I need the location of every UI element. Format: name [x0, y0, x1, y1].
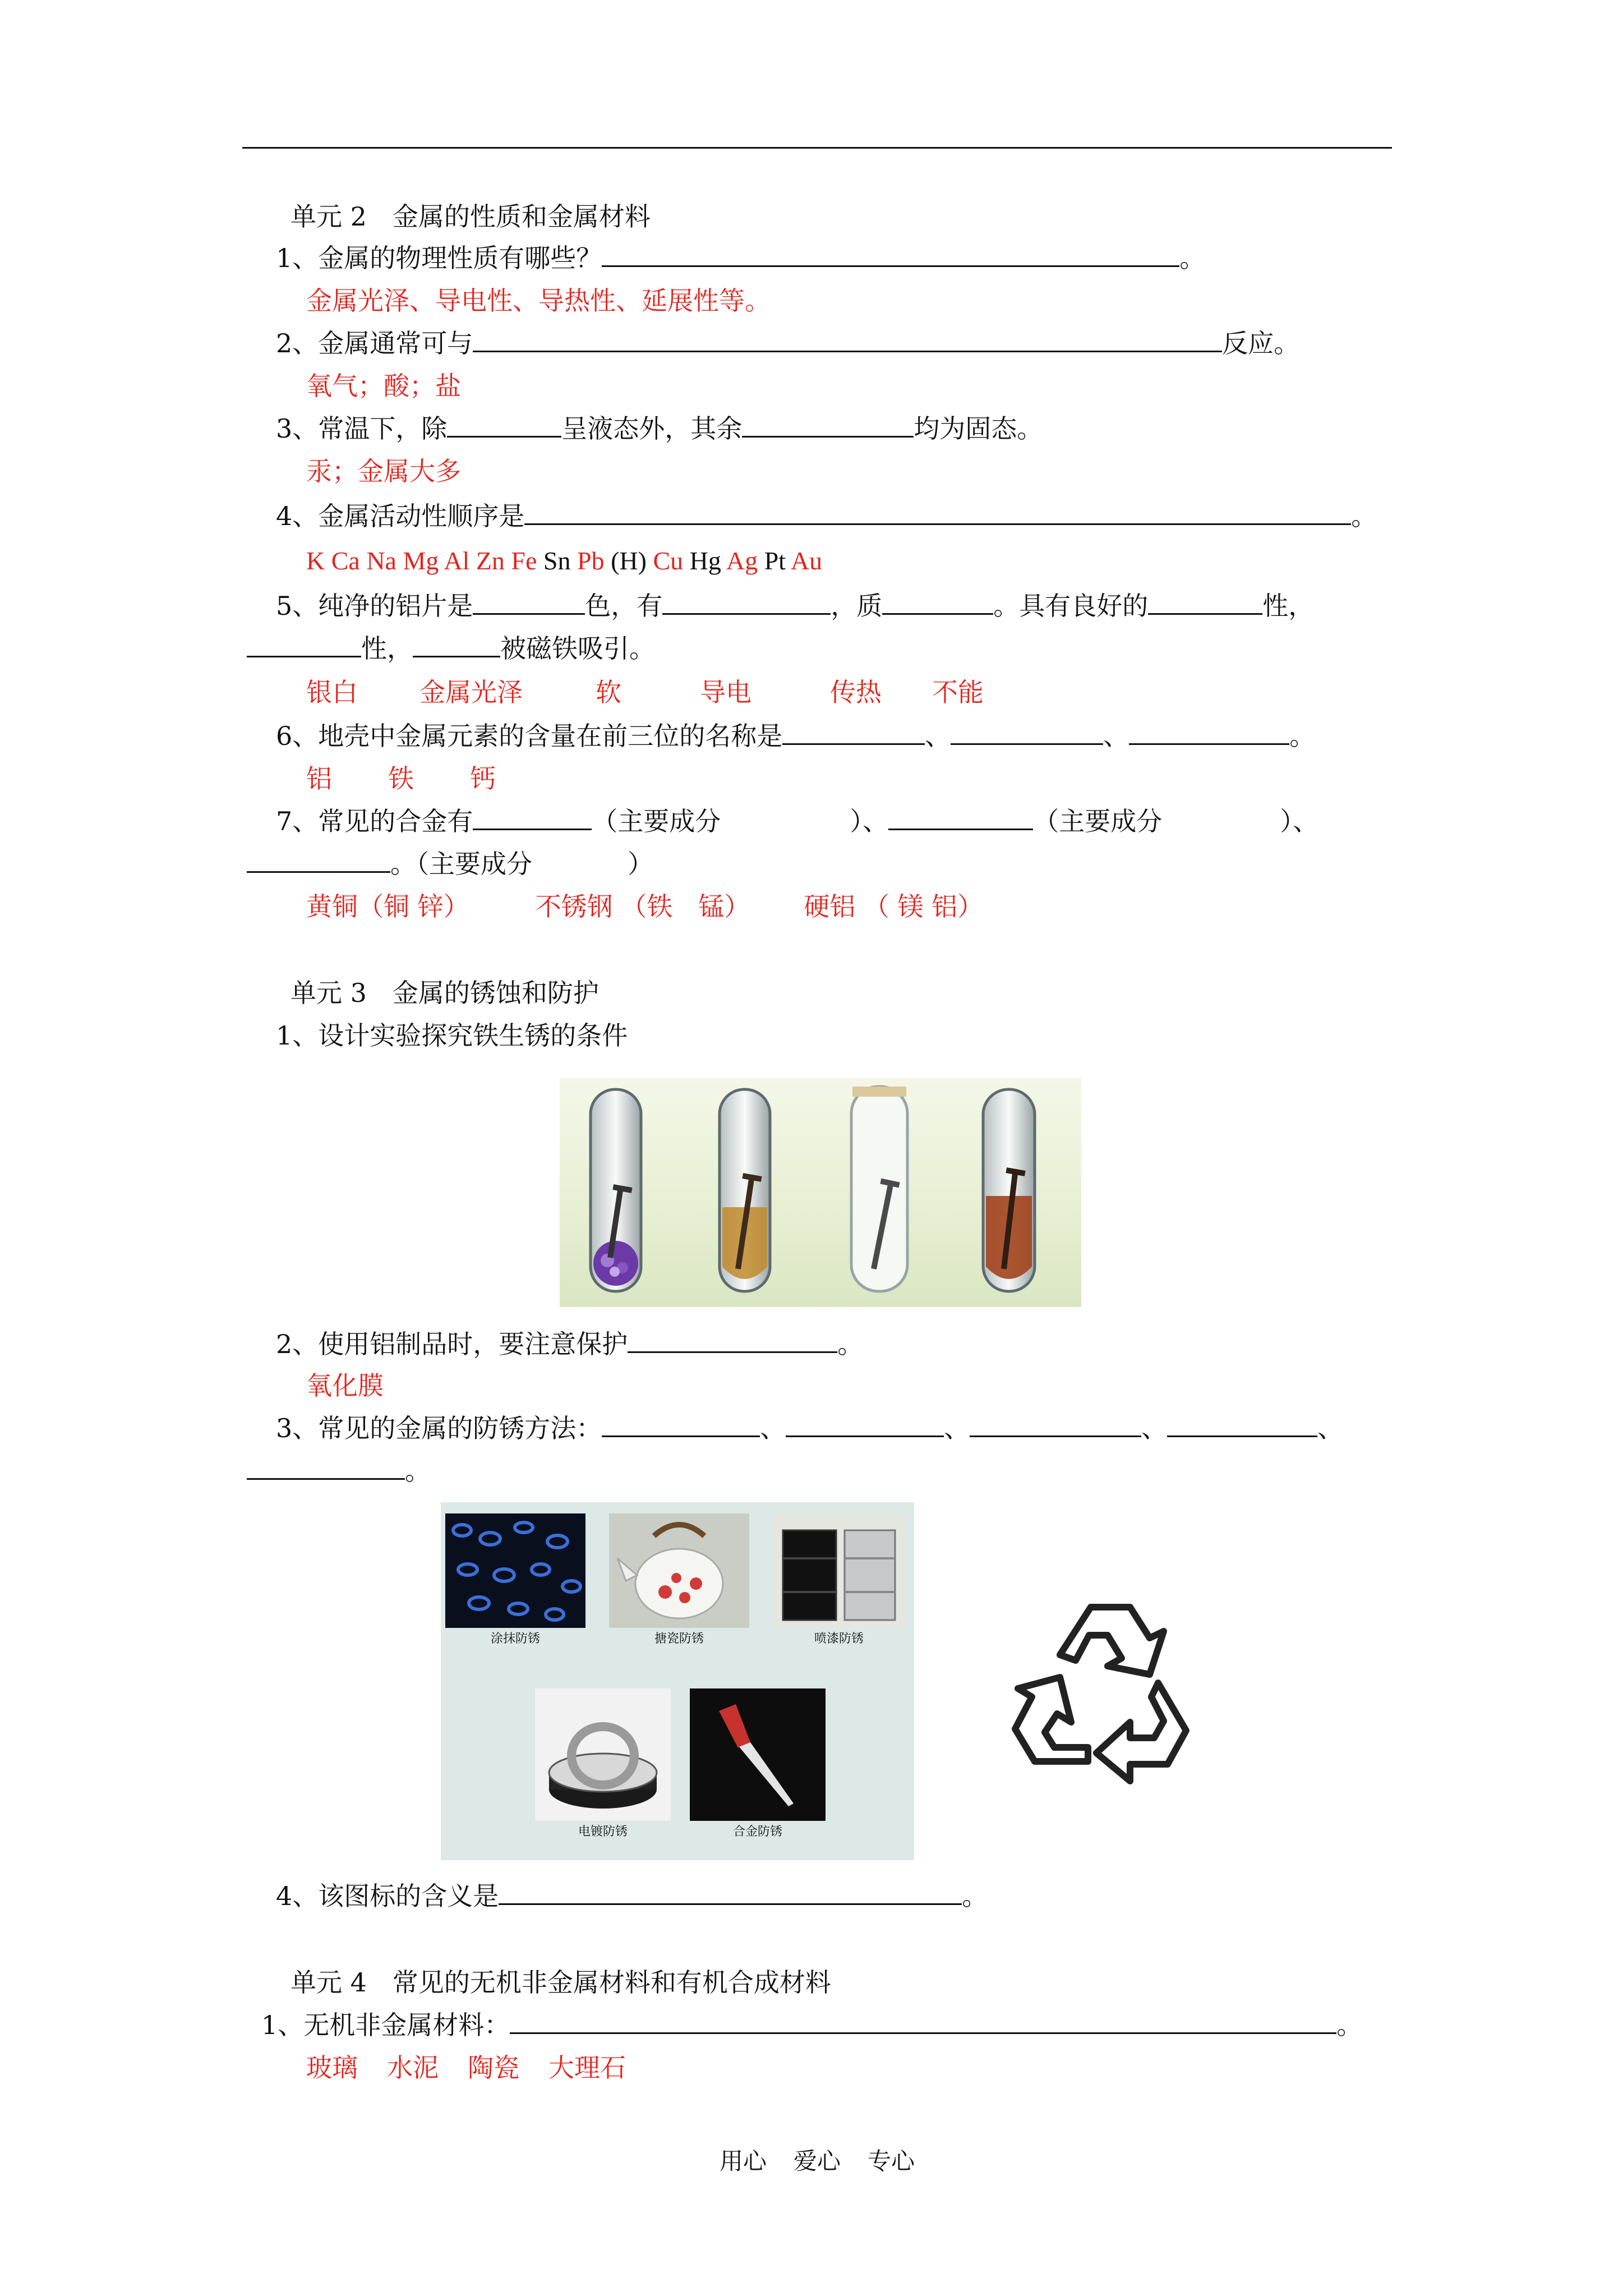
answer-blank[interactable] [499, 1881, 962, 1905]
unit3-question-1: 1、设计实验探究铁生锈的条件 [276, 1020, 628, 1051]
rust-experiment-image [560, 1078, 1081, 1307]
footer-item: 用心 [720, 2147, 767, 2175]
answer-blank[interactable] [628, 1329, 837, 1353]
activity-series-8: Au [790, 546, 823, 575]
answer-blank[interactable] [473, 328, 1222, 352]
unit3-title: 单元 3 金属的锈蚀和防护 [291, 978, 599, 1008]
activity-series-2: Pb [577, 546, 605, 575]
answer-blank[interactable] [782, 721, 925, 745]
answer-blank[interactable] [1129, 721, 1289, 745]
unit3-question-3-cont: 。 [247, 1453, 431, 1489]
answer-7: 黄铜（铜 锌） 不锈钢 （铁 锰） 硬铝 （ 镁 铝） [306, 891, 984, 922]
enamel-kettle-photo [609, 1513, 749, 1628]
rust-protection-collage [441, 1502, 914, 1860]
footer-item: 爱心 [794, 2147, 841, 2175]
activity-series-6: Ag [726, 546, 758, 575]
activity-series-7: Pt [758, 546, 791, 575]
answer-blank[interactable] [786, 1413, 944, 1437]
unit3-question-4: 4、该图标的含义是 。 [276, 1881, 988, 1911]
unit4-question-1: 1、无机非金属材料： 。 [261, 2010, 1363, 2040]
activity-series-1: Sn [537, 546, 578, 575]
method-label-enamel: 搪瓷防锈 [654, 1632, 704, 1646]
answer-blank[interactable] [473, 591, 585, 615]
answer-2: 氧气；酸；盐 [306, 371, 461, 401]
question-4: 4、金属活动性顺序是 。 [276, 501, 1377, 531]
unit3-question-2: 2、使用铝制品时，要注意保护 。 [276, 1329, 864, 1359]
answer-blank[interactable] [662, 591, 831, 615]
question-3: 3、常温下，除 呈液态外，其余 均为固态。 [276, 413, 1043, 444]
answer-blank[interactable] [1167, 1413, 1317, 1437]
question-6: 6、地壳中金属元素的含量在前三位的名称是 、 、 。 [276, 721, 1316, 751]
question-7: 7、常见的合金有 （主要成分 ）、 （主要成分 ）、 [276, 806, 1319, 836]
method-label-alloy: 合金防锈 [732, 1825, 782, 1839]
question-2: 2、金属通常可与 反应。 [276, 328, 1300, 358]
unit4-title: 单元 4 常见的无机非金属材料和有机合成材料 [291, 1967, 831, 1998]
answer-blank[interactable] [1148, 591, 1262, 615]
answer-5: 银白 金属光泽 软 导电 传热 不能 [306, 677, 984, 707]
answer-blank[interactable] [510, 2010, 1336, 2034]
answer-blank[interactable] [247, 1456, 405, 1480]
coating-photo [445, 1513, 585, 1628]
header-rule [242, 147, 1392, 149]
activity-series-3: (H) [604, 546, 653, 575]
activity-series-4: Cu [653, 546, 684, 575]
recycle-icon [993, 1582, 1206, 1789]
footer-item: 专心 [868, 2147, 915, 2175]
answer-blank[interactable] [247, 633, 361, 657]
question-7-cont: 。（主要成分 ） [247, 846, 653, 882]
question-5: 5、纯净的铝片是 色，有 ，质 。具有良好的 性， [276, 591, 1315, 621]
answer-6: 铝 铁 钙 [306, 763, 496, 794]
answer-blank[interactable] [524, 501, 1351, 525]
page-footer [720, 2143, 942, 2177]
question-5-cont: 性， 被磁铁吸引。 [247, 631, 655, 666]
unit4-answer-1: 玻璃 水泥 陶瓷 大理石 [306, 2053, 626, 2083]
unit2-title: 单元 2 金属的性质和金属材料 [291, 201, 651, 232]
answer-blank[interactable] [473, 806, 592, 830]
plated-ring-photo [535, 1688, 671, 1821]
answer-blank[interactable] [413, 633, 500, 657]
activity-series-5: Hg [683, 546, 726, 575]
answer-blank[interactable] [447, 413, 561, 438]
paint-drums-photo [772, 1513, 906, 1628]
answer-blank[interactable] [951, 721, 1103, 745]
method-label-plating: 电镀防锈 [578, 1825, 628, 1839]
answer-blank[interactable] [602, 243, 1179, 267]
question-1: 1、金属的物理性质有哪些？ 。 [276, 243, 1206, 273]
answer-3: 汞；金属大多 [306, 456, 461, 486]
method-label-paint: 喷漆防锈 [814, 1632, 864, 1646]
answer-blank[interactable] [888, 806, 1033, 830]
answer-blank[interactable] [970, 1413, 1141, 1437]
answer-1: 金属光泽、导电性、导热性、延展性等。 [306, 286, 771, 316]
answer-blank[interactable] [882, 591, 993, 615]
alloy-knife-photo [690, 1688, 826, 1821]
unit3-answer-2: 氧化膜 [306, 1370, 384, 1401]
answer-blank[interactable] [247, 849, 390, 873]
test-tubes-illustration [560, 1078, 1081, 1307]
answer-4 [306, 543, 822, 579]
answer-blank[interactable] [742, 413, 914, 438]
activity-series-0: K Ca Na Mg Al Zn Fe [306, 546, 537, 575]
answer-blank[interactable] [602, 1413, 760, 1437]
method-label-coating: 涂抹防锈 [490, 1632, 540, 1646]
unit3-question-3: 3、常见的金属的防锈方法： 、 、 、 、 [276, 1413, 1344, 1443]
